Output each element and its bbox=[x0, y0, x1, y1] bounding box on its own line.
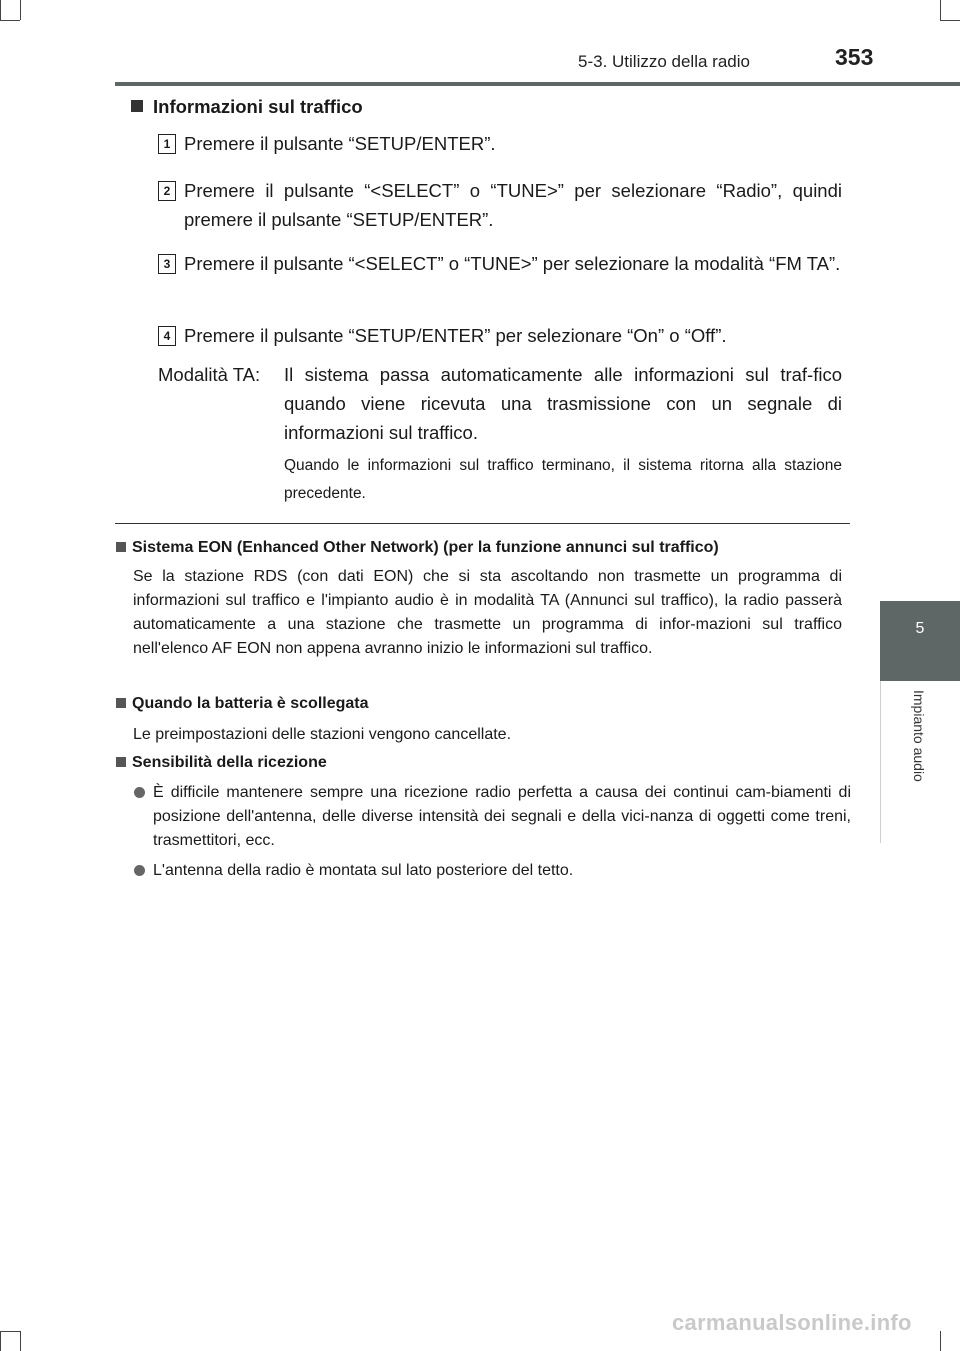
square-bullet-icon bbox=[131, 100, 143, 112]
step-item bbox=[158, 176, 842, 234]
note-heading bbox=[116, 695, 369, 713]
chapter-tab bbox=[880, 601, 960, 681]
definition-term: Modalità TA: bbox=[158, 364, 261, 385]
page-number: 353 bbox=[835, 44, 874, 70]
crop-mark bbox=[0, 1331, 1, 1351]
note-body: Se la stazione RDS (con dati EON) che si sta ascoltando non trasmette un programma di informazioni sul traffico e l'impianto audio è in modalità TA (Annunci sul traffico), la radio passerà automaticamente a una stazione che trasmette un programma di infor-mazioni sul traffico nell'elenco AF EON non appena avranno inizio le informazioni sul traffico. bbox=[133, 568, 842, 657]
step-text: Premere il pulsante “SETUP/ENTER”. bbox=[184, 133, 496, 154]
watermark: carmanualsonline.info bbox=[672, 1310, 912, 1335]
circle-bullet-icon bbox=[134, 787, 145, 798]
note-heading-text: Quando la batteria è scollegata bbox=[132, 695, 369, 712]
note-heading-text: Sensibilità della ricezione bbox=[132, 754, 327, 771]
crop-mark bbox=[0, 0, 1, 20]
crop-mark bbox=[0, 20, 20, 21]
crop-mark bbox=[0, 1331, 20, 1332]
definition-text: Il sistema passa automaticamente alle informazioni sul traf-fico quando viene ricevuta una trasmissione con un segnale di informazioni sul traffico. bbox=[284, 364, 842, 443]
crop-mark bbox=[940, 1331, 941, 1351]
step-number: 2 bbox=[158, 181, 176, 201]
section-title: 5-3. Utilizzo della radio bbox=[578, 52, 750, 71]
note-body: Le preimpostazioni delle stazioni vengono cancellate. bbox=[133, 726, 512, 743]
circle-bullet-icon bbox=[134, 865, 145, 876]
square-bullet-icon bbox=[116, 757, 126, 767]
step-text: Premere il pulsante “<SELECT” o “TUNE>” per selezionare “Radio”, quindi premere il pulsante “SETUP/ENTER”. bbox=[184, 180, 842, 230]
list-item-text: L'antenna della radio è montata sul lato posteriore del tetto. bbox=[153, 862, 574, 879]
step-item bbox=[158, 129, 842, 158]
list-item-text: È difficile mantenere sempre una ricezione radio perfetta a causa dei continui cam-biamenti di posizione dell'antenna, delle diverse intensità dei segnali e della vici-nanza di oggetti come treni, trasmettitori, ecc. bbox=[153, 784, 851, 849]
section-heading-text: Informazioni sul traffico bbox=[153, 96, 363, 117]
chapter-number: 5 bbox=[915, 620, 925, 637]
crop-mark bbox=[20, 0, 21, 20]
step-number: 3 bbox=[158, 254, 176, 274]
chapter-label: Impianto audio bbox=[911, 690, 927, 782]
step-number: 4 bbox=[158, 326, 176, 346]
list-item bbox=[133, 859, 851, 883]
section-heading bbox=[131, 96, 363, 118]
step-text: Premere il pulsante “SETUP/ENTER” per selezionare “On” o “Off”. bbox=[184, 325, 727, 346]
definition-note: Quando le informazioni sul traffico terminano, il sistema ritorna alla stazione precedente. bbox=[284, 457, 842, 502]
crop-mark bbox=[940, 0, 941, 20]
list-item bbox=[133, 781, 851, 853]
step-item bbox=[158, 249, 842, 278]
step-item bbox=[158, 321, 842, 350]
crop-mark bbox=[20, 1331, 21, 1351]
square-bullet-icon bbox=[116, 698, 126, 708]
header-rule bbox=[115, 82, 960, 86]
note-heading bbox=[116, 754, 327, 772]
step-number: 1 bbox=[158, 134, 176, 154]
note-heading-text: Sistema EON (Enhanced Other Network) (per la funzione annunci sul traffico) bbox=[132, 539, 719, 556]
crop-mark bbox=[940, 20, 960, 21]
section-divider bbox=[115, 523, 850, 524]
step-text: Premere il pulsante “<SELECT” o “TUNE>” per selezionare la modalità “FM TA”. bbox=[184, 253, 841, 274]
square-bullet-icon bbox=[116, 542, 126, 552]
note-heading bbox=[116, 539, 719, 557]
